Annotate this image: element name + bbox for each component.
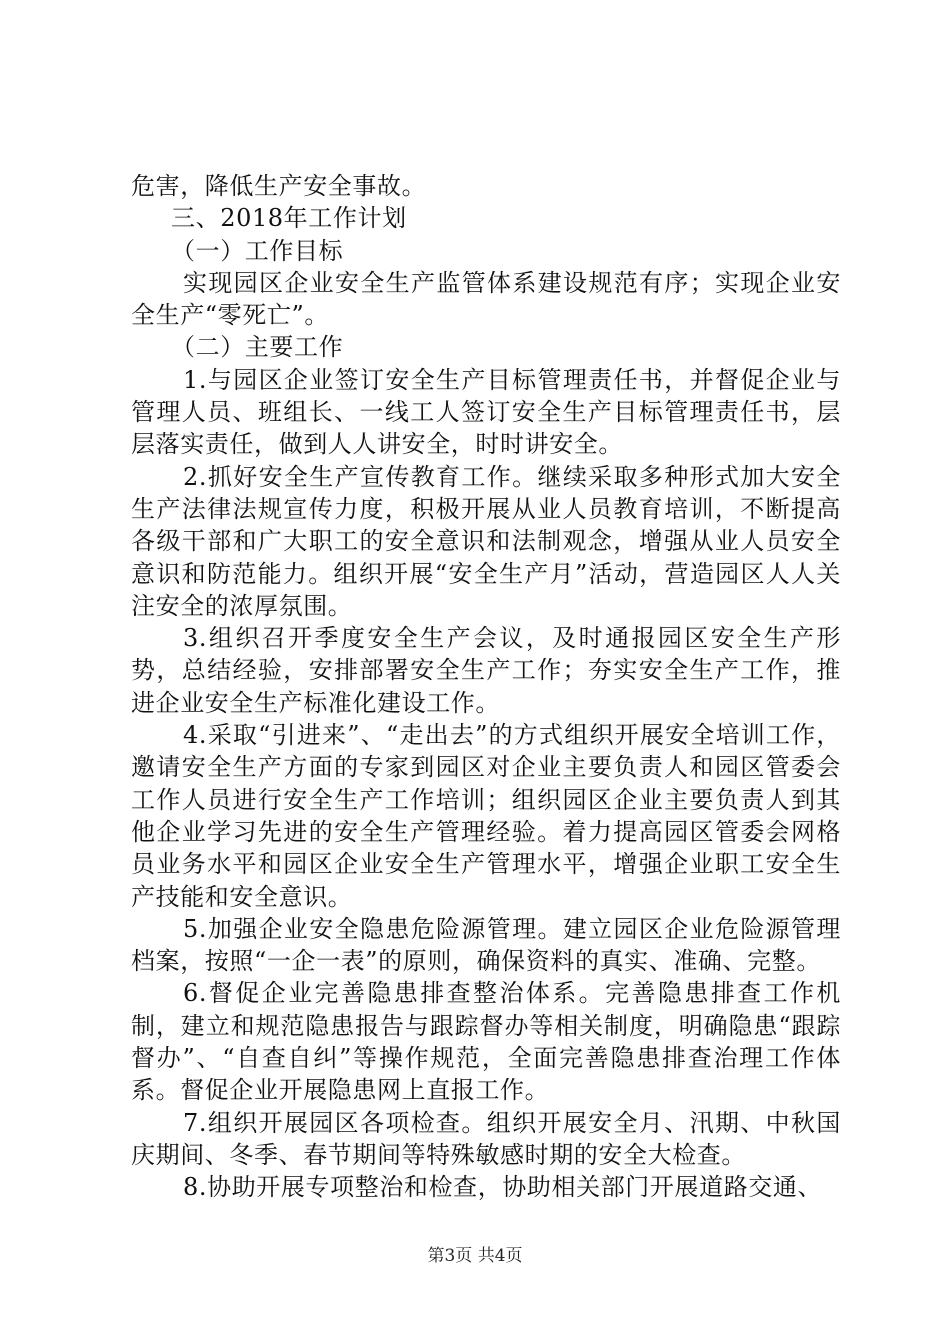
list-item: 6.督促企业完善隐患排查整治体系。完善隐患排查工作机制，建立和规范隐患报告与跟踪督办等相关制度，明确隐患“跟踪督办”、“自查自纠”等操作规范，全面完善隐患排查治理工作体系。督促企业开展隐患网上直报工作。: [131, 979, 841, 1105]
list-item: 4.采取“引进来”、“走出去”的方式组织开展安全培训工作，邀请安全生产方面的专家到园区对企业主要负责人和园区管委会工作人员进行安全生产工作培训；组织园区企业主要负责人到其他企业学习先进的安全生产管理经验。着力提高园区管委会网格员业务水平和园区企业安全生产管理水平，增强企业职工安全生产技能和安全意识。: [131, 721, 841, 911]
page-footer: [0, 1241, 950, 1266]
list-item: 8.协助开展专项整治和检查，协助相关部门开展道路交通、: [183, 1173, 823, 1202]
list-item: 7.组织开展园区各项检查。组织开展安全月、汛期、中秋国庆期间、冬季、春节期间等特殊敏感时期的安全大检查。: [131, 1108, 841, 1169]
subsection-heading: （二）主要工作: [171, 333, 344, 362]
list-item: 2.抓好安全生产宣传教育工作。继续采取多种形式加大安全生产法律法规宣传力度，积极开展从业人员教育培训，不断提高各级干部和广大职工的安全意识和法制观念，增强从业人员安全意识和防范能力。组织开展“安全生产月”活动，营造园区人人关注安全的浓厚氛围。: [131, 462, 841, 620]
list-item: 5.加强企业安全隐患危险源管理。建立园区企业危险源管理档案，按照“一企一表”的原则，确保资料的真实、准确、完整。: [131, 914, 841, 976]
list-item: 1.与园区企业签订安全生产目标管理责任书，并督促企业与管理人员、班组长、一线工人签订安全生产目标管理责任书，层层落实责任，做到人人讲安全，时时讲安全。: [131, 365, 841, 459]
subsection-heading: （一）工作目标: [171, 236, 344, 265]
page-number-label: 第3页 共4页: [427, 1246, 523, 1266]
list-item: 3.组织召开季度安全生产会议，及时通报园区安全生产形势，总结经验，安排部署安全生产工作；夯实安全生产工作，推进企业安全生产标准化建设工作。: [131, 624, 841, 717]
paragraph-continuation: 危害，降低生产安全事故。: [131, 172, 427, 200]
paragraph: 实现园区企业安全生产监管体系建设规范有序；实现企业安全生产“零死亡”。: [131, 268, 841, 330]
document-body: [131, 170, 841, 1204]
section-heading: 三、2018年工作计划: [171, 204, 407, 233]
